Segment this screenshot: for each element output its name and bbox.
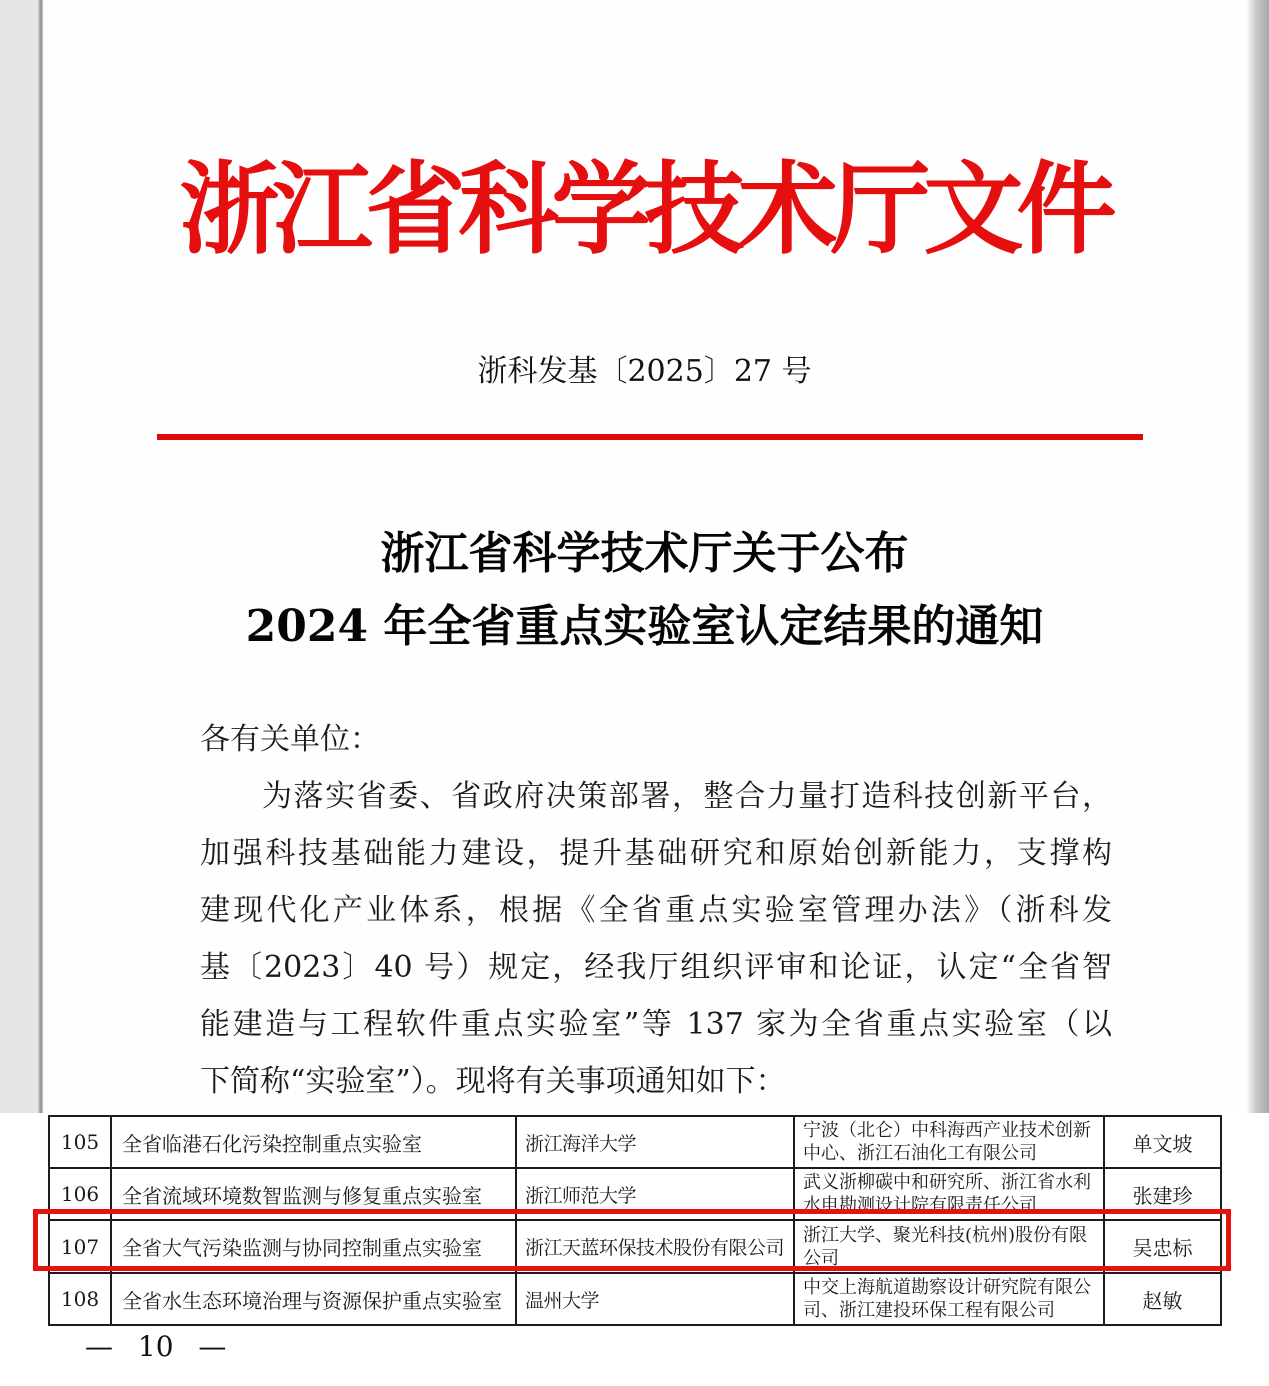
partners-cell: 中交上海航道勘察设计研究院有限公司、浙江建投环保工程有限公司: [794, 1273, 1104, 1325]
partners-cell: 武义浙柳碳中和研究所、浙江省水利水电勘测设计院有限责任公司: [794, 1168, 1104, 1220]
table-row: [49, 1116, 1221, 1168]
notice-title-line1: 浙江省科学技术厅关于公布: [380, 528, 909, 579]
body-line: 加强科技基础能力建设，提升基础研究和原始创新能力，支撑构: [200, 836, 1112, 871]
document-number: 浙科发基〔2025〕27 号: [477, 354, 812, 389]
institution-cell: 浙江海洋大学: [516, 1116, 794, 1168]
page-right-edge-shade: [1246, 0, 1269, 1113]
laboratory-table: [48, 1115, 1222, 1326]
laboratory-table-section: [0, 1113, 1269, 1386]
row-number-cell: 106: [49, 1168, 111, 1220]
body-line: 基〔2023〕40 号）规定，经我厅组织评审和论证，认定“全省智: [200, 950, 1112, 985]
institution-cell: 浙江天蓝环保技术股份有限公司: [516, 1220, 794, 1273]
lab-name-cell: 全省临港石化污染控制重点实验室: [111, 1116, 516, 1168]
body-line: 能建造与工程软件重点实验室”等 137 家为全省重点实验室（以: [200, 1007, 1112, 1042]
body-line: 建现代化产业体系，根据《全省重点实验室管理办法》（浙科发: [200, 893, 1112, 928]
letterhead-red-rule: [157, 434, 1143, 440]
row-number-cell: 108: [49, 1273, 111, 1325]
table-row-highlighted: [49, 1220, 1221, 1273]
lab-name-cell: 全省大气污染监测与协同控制重点实验室: [111, 1220, 516, 1273]
salutation: 各有关单位：: [200, 722, 380, 757]
lab-name-cell: 全省流域环境数智监测与修复重点实验室: [111, 1168, 516, 1220]
agency-letterhead: 浙江省科学技术厅文件: [179, 150, 1110, 268]
body-line: 为落实省委、省政府决策部署，整合力量打造科技创新平台，: [262, 779, 1112, 814]
page-left-margin-shade: [0, 0, 38, 1113]
partners-cell: 宁波（北仑）中科海西产业技术创新中心、浙江石油化工有限公司: [794, 1116, 1104, 1168]
page-number: — 10 —: [85, 1330, 227, 1363]
row-number-cell: 105: [49, 1116, 111, 1168]
lab-name-cell: 全省水生态环境治理与资源保护重点实验室: [111, 1273, 516, 1325]
table-row: [49, 1168, 1221, 1220]
director-cell: 单文坡: [1104, 1116, 1221, 1168]
director-cell: 吴忠标: [1104, 1220, 1221, 1273]
row-number-cell: 107: [49, 1220, 111, 1273]
body-line: 下简称“实验室”）。现将有关事项通知如下：: [200, 1064, 786, 1099]
table-row: [49, 1273, 1221, 1325]
notice-title-line2: 2024 年全省重点实验室认定结果的通知: [245, 601, 1044, 652]
director-cell: 赵敏: [1104, 1273, 1221, 1325]
institution-cell: 温州大学: [516, 1273, 794, 1325]
director-cell: 张建珍: [1104, 1168, 1221, 1220]
partners-cell: 浙江大学、聚光科技(杭州)股份有限公司: [794, 1220, 1104, 1273]
institution-cell: 浙江师范大学: [516, 1168, 794, 1220]
